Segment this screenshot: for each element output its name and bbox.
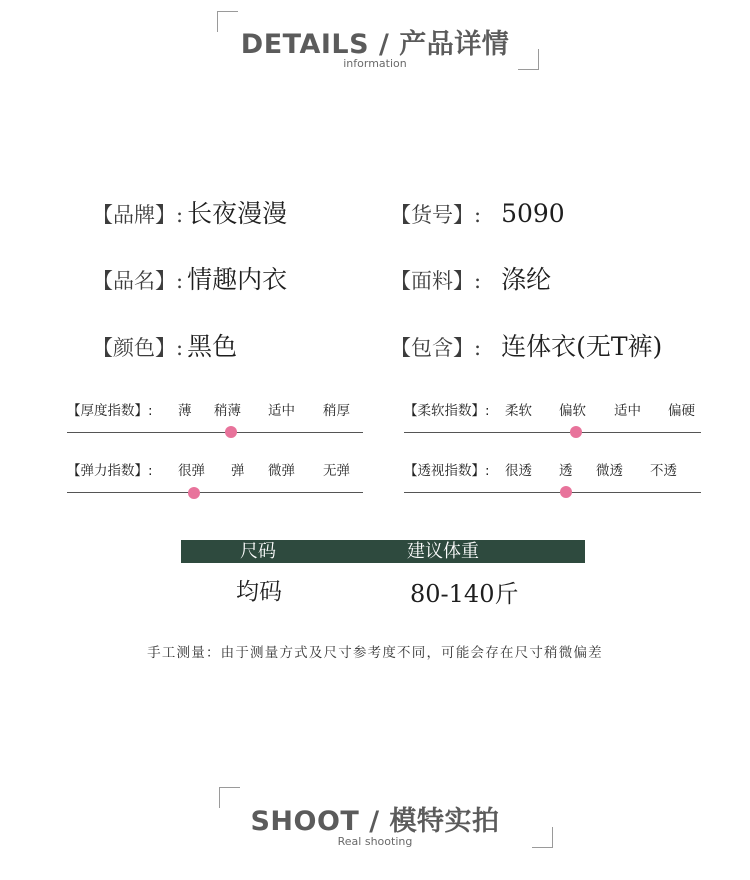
info-contains [390, 331, 662, 364]
info-brand [92, 198, 287, 231]
info-item-no-label: 【货号】: [390, 203, 482, 227]
info-brand-label: 【品牌】: [92, 203, 184, 227]
weight-value: 80-140斤 [410, 580, 519, 608]
info-name-label: 【品名】: [92, 269, 184, 293]
indicator-transparency-option: 很透 [505, 463, 532, 479]
indicator-thickness-option: 稍薄 [214, 403, 241, 419]
indicator-softness-track [404, 432, 701, 433]
indicator-softness-option: 偏硬 [668, 403, 695, 419]
indicator-softness-marker [570, 426, 582, 438]
indicator-thickness-track [67, 432, 363, 433]
info-item-no-value: 5090 [501, 199, 565, 228]
info-material-label: 【面料】: [390, 269, 482, 293]
indicator-elasticity-option: 微弹 [268, 463, 295, 479]
size-header-weight: 建议体重 [407, 541, 479, 562]
indicator-softness-option: 适中 [614, 403, 641, 419]
info-name [92, 264, 287, 297]
info-brand-value: 长夜漫漫 [187, 199, 288, 228]
info-name-value: 情趣内衣 [187, 265, 288, 294]
shoot-subtitle: Real shooting [337, 835, 413, 848]
shoot-title: SHOOT / 模特实拍 [250, 806, 500, 837]
info-contains-value: 连体衣(无T裤) [501, 332, 663, 361]
corner-bracket-bottom-right [532, 827, 553, 848]
indicator-transparency-option: 不透 [650, 463, 677, 479]
info-color [92, 331, 237, 364]
indicator-thickness-label: 【厚度指数】: [67, 403, 153, 419]
indicator-softness-option: 柔软 [505, 403, 532, 419]
size-header-size: 尺码 [240, 541, 276, 562]
indicator-elasticity-option: 弹 [231, 463, 245, 479]
indicator-elasticity-label: 【弹力指数】: [67, 463, 153, 479]
details-subtitle: information [343, 57, 407, 70]
indicator-thickness-option: 稍厚 [323, 403, 350, 419]
indicator-elasticity-marker [188, 487, 200, 499]
indicator-transparency-marker [560, 486, 572, 498]
indicator-elasticity-option: 无弹 [323, 463, 350, 479]
info-material-value: 涤纶 [501, 265, 552, 294]
indicator-transparency-option: 透 [559, 463, 573, 479]
indicator-thickness-option: 薄 [178, 403, 192, 419]
indicator-softness-option: 偏软 [559, 403, 586, 419]
info-contains-label: 【包含】: [390, 336, 482, 360]
details-title: DETAILS / 产品详情 [240, 29, 510, 60]
indicator-transparency-track [404, 492, 701, 493]
size-value: 均码 [236, 579, 282, 605]
indicator-elasticity-track [67, 492, 363, 493]
info-color-label: 【颜色】: [92, 336, 184, 360]
size-table-header [181, 540, 585, 563]
info-color-value: 黑色 [187, 332, 238, 361]
info-material [390, 264, 551, 297]
corner-bracket-bottom-right [518, 49, 539, 70]
info-item-no [390, 198, 565, 231]
indicator-transparency-label: 【透视指数】: [404, 463, 490, 479]
indicator-thickness-marker [225, 426, 237, 438]
measurement-note: 手工测量：由于测量方式及尺寸参考度不同，可能会存在尺寸稍微偏差 [147, 645, 603, 661]
indicator-softness-label: 【柔软指数】: [404, 403, 490, 419]
indicator-transparency-option: 微透 [596, 463, 623, 479]
indicator-thickness-option: 适中 [268, 403, 295, 419]
indicator-elasticity-option: 很弹 [178, 463, 205, 479]
